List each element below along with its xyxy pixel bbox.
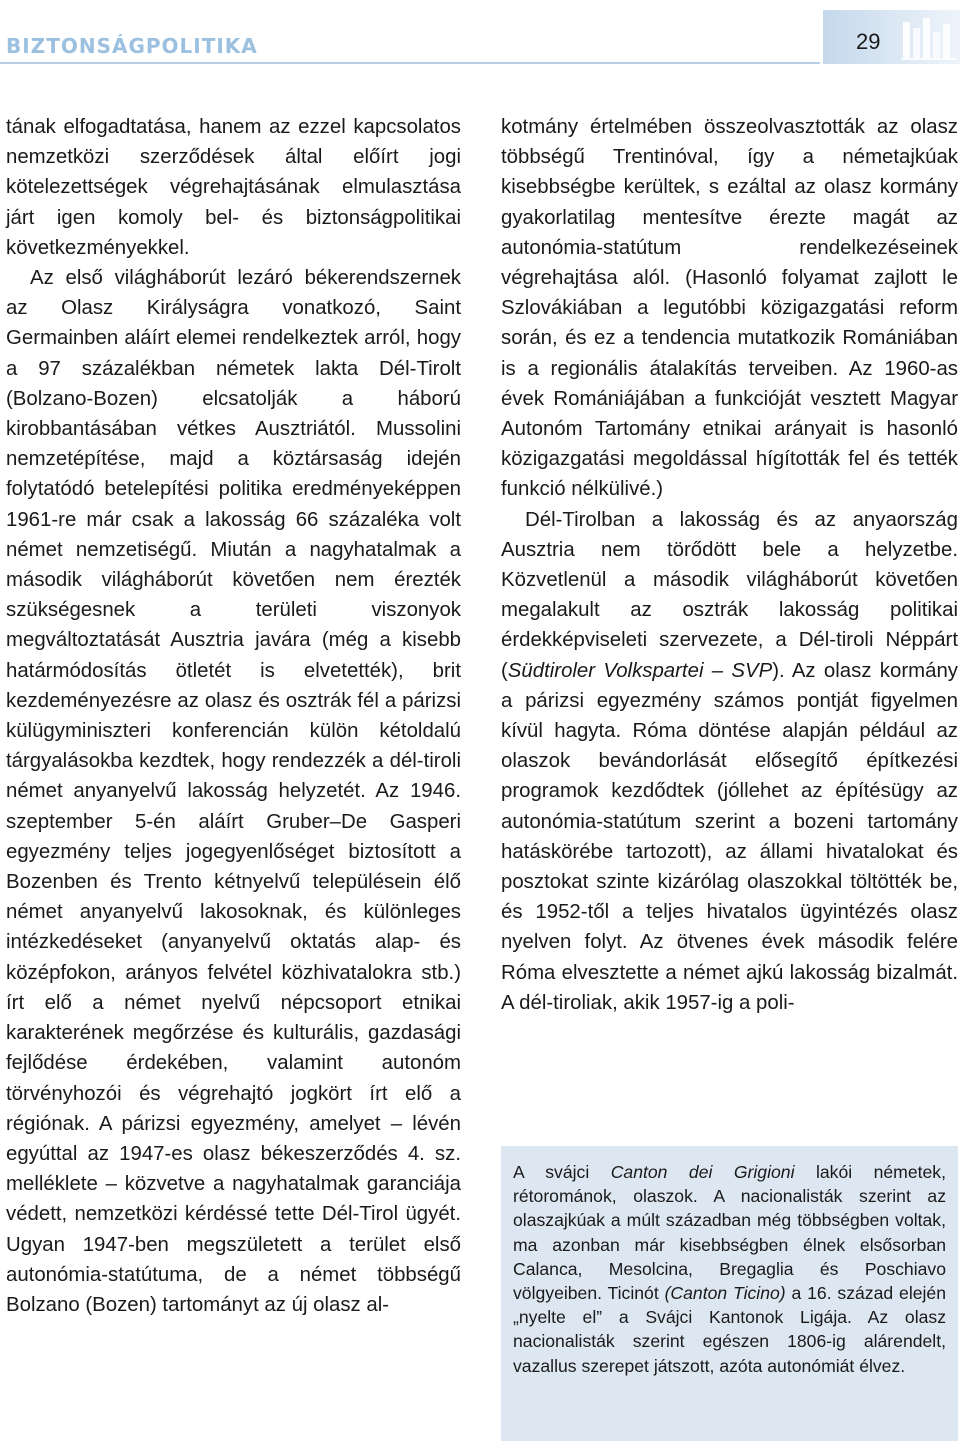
left-column (6, 112, 461, 1320)
text-run: ). Az olasz kormány a párizsi egyezmény számos pontját figyelmen kívül hagyta. Róma döntése alapján például az olaszok bevándorlását elősegítő építkezési programok kezdődtek (jóllehet az építésügy az autonómia-statútum szerint a bozeni tartomány hatáskörébe tartozott), az állami hivatalokat és posztokat szinte kizárólag olaszokkal töltötték be, és 1952-től a teljes hivatalos ügyintézés olasz nyelven folyt. Az ötvenes évek második felére Róma elvesztette a német ajkú lakosság bizalmát. A dél-tiroliak, akik 1957-ig a poli- (501, 659, 958, 1014)
italic-text: Südtiroler Volkspartei – SVP (507, 659, 773, 682)
header-rule (0, 62, 820, 64)
italic-text: (Canton Ticino) (664, 1283, 786, 1304)
paragraph: kotmány értelmében összeolvasztották az olasz többségű Trentinóval, így a németajkúak kisebbségbe kerültek, s ezáltal az olasz kormány gyakorlatilag mentesítve érezte magát az autonómia-statútum rendelkezéseinek végrehajtása alól. (Hasonló folyamat zajlott le Szlovákiában a legutóbbi közigazgatási reform során, és ez a tendencia mutatkozik Romániában is a regionális átalakítás terveiben. Az 1960-as évek Romániájában a funkcióját vesztett Magyar Autonóm Tartomány etnikai arányait is hasonló közigazgatási megoldással hígították fel és tették funkció nélkülivé.) (501, 116, 958, 501)
page-number: 29 (856, 29, 881, 54)
page-header (0, 0, 960, 66)
text-run: A svájci (513, 1162, 611, 1182)
sidebar-text (513, 1160, 946, 1378)
section-title: BIZTONSÁGPOLITIKA (6, 34, 258, 58)
paragraph: Az első világháborút lezáró békerendszernek az Olasz Királyságra vonatkozó, Saint Germainben aláírt elemei rendelkeztek arról, hogy a 97 százalékban németek lakta Dél-Tirolt (Bolzano-Bozen) elcsatolják a háború kirobbantásában vétkes Ausztriától. Mussolini nemzetépítése, majd a köztársaság idején folytatódó betelepítési politika eredményeképpen 1961-re már csak a lakosság 66 százaléka volt német nemzetiségű. Miután a nagyhatalmak a második világháborút követően nem érezték szükségesnek a területi viszonyok megváltoztatását Ausztria javára (még a kisebb határmódosítás ötletét is elvetették), brit kezdeményezésre az olasz és osztrák fél a párizsi külügyminiszteri konferencián külön kétoldalú tárgyalásokba kezdtek, hogy rendezzék a dél-tiroli német anyanyelvű lakosság helyzetét. Az 1946. szeptember 5-én aláírt Gruber–De Gasperi egyezmény teljes jogegyenlőséget biztosított a Bozenben és Trento kétnyelvű településein élő német anyanyelvű lakosoknak, és különleges intézkedéseket (anyanyelvű oktatás alap- és középfokon, arányos felvétel közhivatalokra stb.) írt elő a német nyelvű népcsoport etnikai karakterének megőrzése és kulturális, gazdasági fejlődése érdekében, valamint autonóm törvényhozói és végrehajtó jogkört írt elő a régiónak. A párizsi egyezmény, amelyet – lévén egyúttal az 1947-es olasz békeszerződés 4. sz. melléklete – közvetve a nagyhatalmak garanciája védett, nemzetközi kérdéssé tette Dél-Tirol ügyét. Ugyan 1947-ben megszületett a terület első autonómia-statútuma, de a német többségű Bolzano (Bozen) tartományt az új olasz al- (6, 267, 461, 1316)
paragraph (501, 505, 958, 1018)
right-column (501, 112, 958, 1018)
journal-logo-icon (901, 14, 959, 62)
paragraph: tának elfogadtatása, hanem az ezzel kapcsolatos nemzetközi szerződések által előírt jogi kötelezettségek végrehajtásának elmulasztása járt igen komoly bel- és biztonságpolitikai következményekkel. (6, 116, 461, 259)
sidebar-box (501, 1146, 958, 1441)
text-run: a 16. század elején „nyelte el” a Svájci Kantonok Ligája. Az olasz nacionalisták szerint egészen 1806-ig alárendelt, vazallus szerepet játszott, azóta autonómiát élvez. (513, 1283, 946, 1376)
italic-text: Canton dei Grigioni (610, 1162, 795, 1182)
text-run: Dél-Tirolban a lakosság és az anyaország Ausztria nem törődött bele a helyzetbe. Közvetlenül a második világháborút követően megalakult az osztrák lakosság politikai érdekképviseleti szervezete, a Dél-tiroli Néppárt ( (501, 508, 958, 682)
page-number-box (823, 10, 960, 64)
text-run: lakói németek, rétorománok, olaszok. A nacionalisták szerint az olaszajkúak a múlt században még többségben voltak, ma azonban már kisebbségben élnek elsősorban Calanca, Mesolcina, Bregaglia és Poschiavo völgyeiben. Ticinót (513, 1162, 946, 1304)
